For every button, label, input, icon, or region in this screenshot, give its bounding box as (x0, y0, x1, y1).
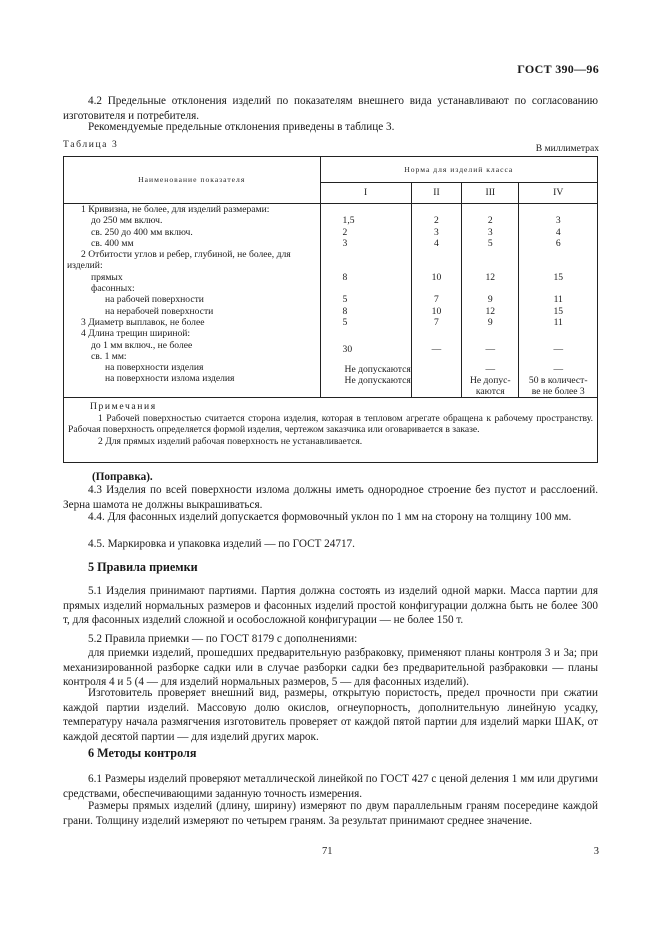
indicator-label: на рабочей поверхности (105, 294, 204, 306)
table-cell: 1,5 (342, 215, 355, 227)
note-2: 2 Для прямых изделий рабочая поверхность не устанавливается. (98, 435, 363, 447)
indicator-label: прямых (91, 271, 123, 283)
header-name-column: Наименование показателя (64, 157, 321, 204)
table-cell: 12 (485, 305, 496, 317)
class-2-values (411, 204, 461, 398)
header-norm-column: Норма для изделий класса (320, 157, 597, 183)
section-5-title: 5 Правила приемки (88, 560, 198, 574)
table-cell: — (485, 363, 496, 375)
indicator-label: св. 1 мм: (91, 350, 127, 362)
indicator-label: на поверхности излома изделия (105, 373, 235, 385)
paragraph-5-1: 5.1 Изделия принимают партиями. Партия должна состоять из изделий одной марки. Масса партии для прямых изделий нормальных размеров и фасонных изделий простой конфигурации должна быть не более 300 т, для фасонных изделий сложной и особосложной конфигурации — не более 150 т. (63, 585, 598, 626)
page-number: 3 (593, 846, 599, 857)
table-notes (63, 397, 598, 463)
indicator-label: до 1 мм включ., не более (91, 339, 193, 351)
indicator-label: 2 Отбитости углов и ребер, глубиной, не более, для (81, 249, 291, 261)
indicator-names-column (64, 204, 321, 398)
table-cell: 3 (434, 226, 439, 238)
correction-label: (Поправка). (92, 471, 153, 483)
table-label: Таблица 3 (63, 139, 119, 150)
indicator-label: св. 400 мм (91, 237, 134, 249)
table-cell: 30 (342, 343, 353, 355)
indicator-label: изделий: (67, 260, 103, 272)
table-cell: 10 (431, 271, 442, 283)
table-cell: 2 (434, 215, 439, 227)
table-cell: 2 (487, 215, 493, 227)
class-4-values (519, 204, 598, 398)
table-cell: 11 (553, 294, 563, 306)
section-6-title: 6 Методы контроля (88, 746, 197, 760)
paragraph-5-2-plans: для приемки изделий, прошедших предварительную разбраковку, применяют планы контроля 3 и 3а; при механизированной разборке садки или в случае разборки садки без предварительной разбраковки — планы контроля 4 и 5 (4 — для изделий нормальных размеров, 5 — для фасонных изделий). (63, 647, 598, 688)
class-3-values (462, 204, 519, 398)
class-1-values (320, 204, 411, 398)
indicator-label: на поверхности изделия (105, 362, 204, 374)
paragraph-6-1: 6.1 Размеры изделий проверяют металлической линейкой по ГОСТ 427 с ценой деления 1 мм или другими средствами, обеспечивающими заданную точность измерения. (63, 773, 598, 800)
table-cell: 15 (553, 305, 564, 317)
paragraph-5-2: 5.2 Правила приемки — по ГОСТ 8179 с дополнениями: (88, 633, 358, 645)
indicator-label: 4 Длина трещин шириной: (81, 328, 191, 340)
table-cell: 15 (553, 271, 564, 283)
indicator-label: 3 Диаметр выплавок, не более (81, 316, 205, 328)
table-cell: 2 (342, 226, 348, 238)
class-header: I (320, 183, 411, 204)
document-header: ГОСТ 390—96 (517, 62, 599, 76)
table-cell: Не допускаются (344, 374, 411, 386)
paragraph-4-4: 4.4. Для фасонных изделий допускается формовочный уклон по 1 мм на сторону на толщину 100 мм. (88, 511, 572, 523)
indicator-label: на нерабочей поверхности (105, 305, 214, 317)
indicator-label: фасонных: (91, 283, 135, 295)
table-cell: 7 (434, 316, 439, 328)
table-3 (63, 156, 598, 399)
paragraph-5-2-checks: Изготовитель проверяет внешний вид, размеры, открытую пористость, предел прочности при сжатии каждой партии изделий. Массовую долю окислов, огнеупорность, дополнительную линейную усадку, температуру начала размягчения изготовитель проверяет от каждой пятой партии для изделий марки ШАК, от каждой десятой партии — для изделий других марок. (63, 687, 598, 743)
table-cell: 8 (342, 271, 348, 283)
table-cell: 7 (434, 294, 439, 306)
table-cell: 5 (487, 237, 493, 249)
paragraph-4-3: 4.3 Изделия по всей поверхности излома должны иметь однородное строение без пустот и расслоений. Зерна шамота не должны выкрашиваться. (63, 484, 598, 511)
note-1: 1 Рабочей поверхностью считается сторона изделия, которая в тепловом агрегате обращена к рабочему пространству. Рабочая поверхность определяется формой изделия, чертежом заказчика или оговаривается в заказе. (68, 412, 593, 435)
table-cell: 5 (342, 294, 348, 306)
class-header: II (411, 183, 461, 204)
table-cell: 4 (434, 237, 439, 249)
footer-page-number: 71 (322, 846, 333, 857)
indicator-label: 1 Кривизна, не более, для изделий размерами: (81, 204, 270, 215)
class-header: III (462, 183, 519, 204)
table-cell: 12 (485, 271, 496, 283)
table-cell: 8 (342, 305, 348, 317)
table-cell: ве не более 3 (531, 386, 585, 398)
indicator-label: св. 250 до 400 мм включ. (91, 226, 193, 238)
paragraph-4-2-table-ref: Рекомендуемые предельные отклонения приведены в таблице 3. (88, 121, 395, 133)
table-cell: — (553, 343, 564, 355)
class-header: IV (519, 183, 598, 204)
table-cell: — (553, 363, 564, 375)
paragraph-4-5: 4.5. Маркировка и упаковка изделий — по ГОСТ 24717. (88, 538, 355, 550)
table-cell: Не допус- (469, 374, 511, 386)
table-cell: 3 (487, 226, 493, 238)
table-cell: 9 (487, 294, 493, 306)
table-cell: 4 (555, 226, 561, 238)
table-cell: — (431, 343, 442, 355)
notes-title: Примечания (90, 401, 157, 412)
paragraph-4-2: 4.2 Предельные отклонения изделий по показателям внешнего вида устанавливают по согласованию изготовителя и потребителя. (63, 95, 598, 122)
table-cell: Не допускаются (344, 363, 411, 375)
table-cell: 50 в количест- (528, 374, 588, 386)
table-cell: 3 (555, 215, 561, 227)
table-cell: 10 (431, 305, 442, 317)
table-cell: 11 (553, 316, 563, 328)
indicator-label: до 250 мм включ. (91, 215, 163, 227)
table-cell: 5 (342, 316, 348, 328)
table-cell: 3 (342, 237, 348, 249)
paragraph-6-1-dimensions: Размеры прямых изделий (длину, ширину) измеряют по двум параллельным граням посередине каждой грани. Толщину изделий измеряют по четырем граням. За результат принимают среднее значение. (63, 800, 598, 827)
table-cell: 6 (555, 237, 561, 249)
table-cell: 9 (487, 316, 493, 328)
table-cell: каются (475, 386, 505, 398)
units-label: В миллиметрах (535, 143, 599, 154)
table-cell: — (485, 343, 496, 355)
